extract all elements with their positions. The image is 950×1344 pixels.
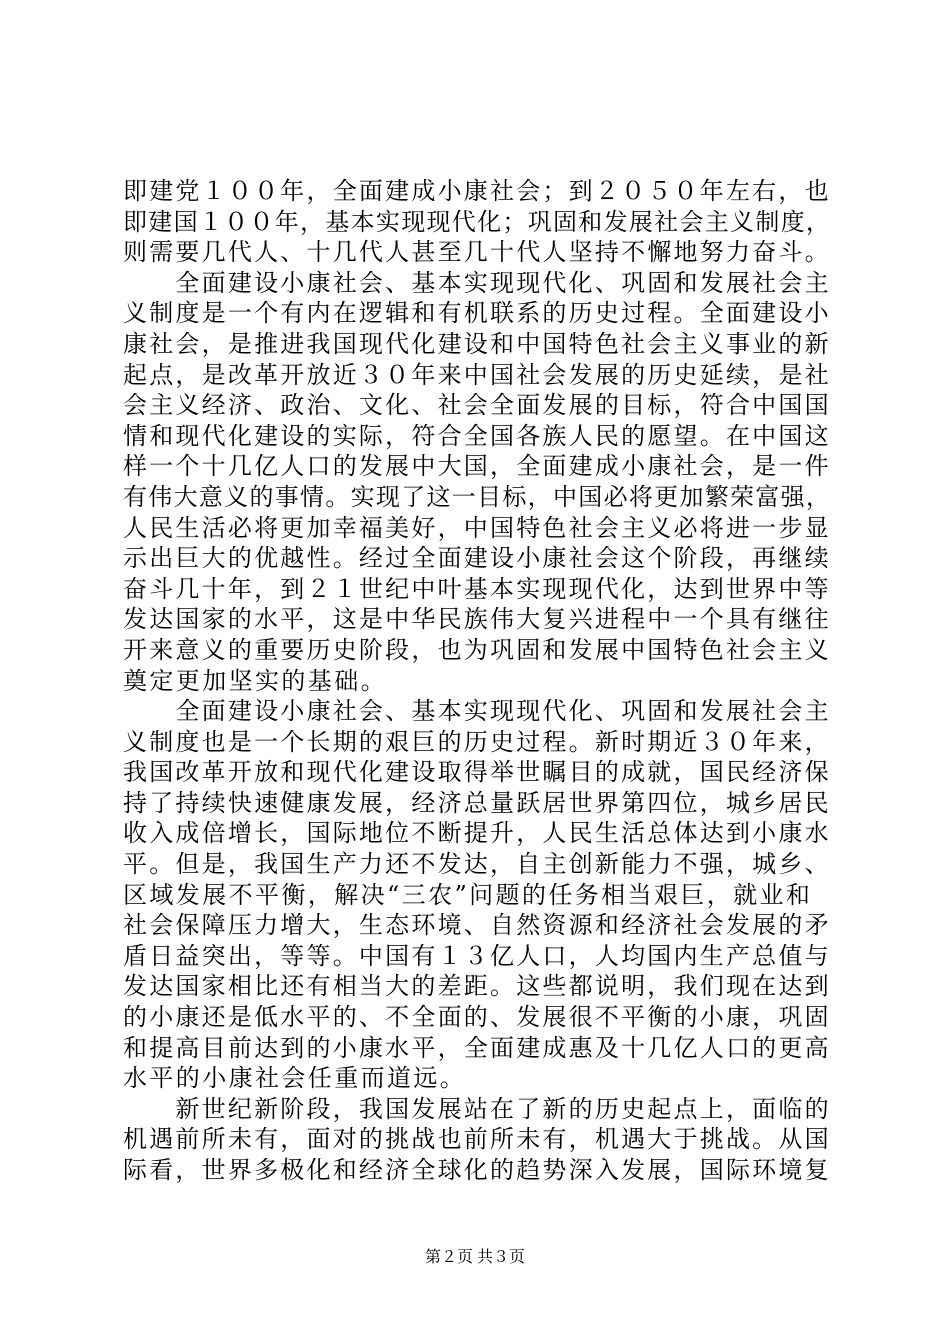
text-line: 康社会，是推进我国现代化建设和中国特色社会主义事业的新	[123, 329, 831, 358]
text-line: 人民生活必将更加幸福美好，中国特色社会主义必将进一步显	[123, 513, 831, 542]
text-line: 起点，是改革开放近３０年来中国社会发展的历史延续，是社	[123, 360, 831, 389]
page-footer: 第２页 共３页	[424, 1249, 525, 1266]
text-line: 全面建设小康社会、基本实现现代化、巩固和发展社会主	[123, 697, 831, 726]
text-line: 奋斗几十年，到２１世纪中叶基本实现现代化，达到世界中等	[123, 574, 831, 603]
text-line: 际看，世界多极化和经济全球化的趋势深入发展，国际环境复	[123, 1156, 831, 1184]
text-line: 平。但是，我国生产力还不发达，自主创新能力不强，城乡、	[123, 850, 831, 879]
text-line: 水平的小康社会任重而道远。	[123, 1064, 467, 1093]
text-line: 机遇前所未有，面对的挑战也前所未有，机遇大于挑战。从国	[123, 1125, 831, 1154]
text-line: 区域发展不平衡，解决“三农”问题的任务相当艰巨，就业和	[123, 880, 813, 909]
text-line: 示出巨大的优越性。经过全面建设小康社会这个阶段，再继续	[123, 544, 831, 573]
text-line: 我国改革开放和现代化建设取得举世瞩目的成就，国民经济保	[123, 758, 831, 787]
text-line: 全面建设小康社会、基本实现现代化、巩固和发展社会主	[123, 268, 831, 297]
text-line: 收入成倍增长，国际地位不断提升，人民生活总体达到小康水	[123, 819, 831, 848]
text-line: 开来意义的重要历史阶段，也为巩固和发展中国特色社会主义	[123, 635, 831, 664]
text-line: 的小康还是低水平的、不全面的、发展很不平衡的小康，巩固	[123, 1003, 831, 1032]
text-line: 样一个十几亿人口的发展中大国，全面建成小康社会，是一件	[123, 452, 831, 481]
text-line: 持了持续快速健康发展，经济总量跃居世界第四位，城乡居民	[123, 788, 831, 817]
text-line: 社会保障压力增大，生态环境、自然资源和经济社会发展的矛	[123, 911, 831, 940]
text-line: 盾日益突出，等等。中国有１３亿人口，人均国内生产总值与	[123, 941, 831, 970]
text-line: 发达国家相比还有相当大的差距。这些都说明，我们现在达到	[123, 972, 831, 1001]
text-line: 义制度也是一个长期的艰巨的历史过程。新时期近３０年来，	[123, 727, 831, 756]
text-line: 新世纪新阶段，我国发展站在了新的历史起点上，面临的	[123, 1094, 831, 1123]
body-text	[123, 176, 831, 1186]
text-line: 即建党１００年，全面建成小康社会；到２０５０年左右，也	[123, 177, 831, 205]
text-line: 情和现代化建设的实际，符合全国各族人民的愿望。在中国这	[123, 421, 831, 450]
text-line: 有伟大意义的事情。实现了这一目标，中国必将更加繁荣富强，	[123, 482, 832, 511]
text-line: 会主义经济、政治、文化、社会全面发展的目标，符合中国国	[123, 391, 831, 420]
text-line: 即建国１００年，基本实现现代化；巩固和发展社会主义制度，	[123, 207, 832, 236]
text-line: 奠定更加坚实的基础。	[123, 666, 387, 695]
text-line: 和提高目前达到的小康水平，全面建成惠及十几亿人口的更高	[123, 1033, 831, 1062]
text-line: 发达国家的水平，这是中华民族伟大复兴进程中一个具有继往	[123, 605, 831, 634]
text-line: 义制度是一个有内在逻辑和有机联系的历史过程。全面建设小	[123, 299, 831, 328]
text-line: 则需要几代人、十几代人甚至几十代人坚持不懈地努力奋斗。	[123, 238, 831, 267]
